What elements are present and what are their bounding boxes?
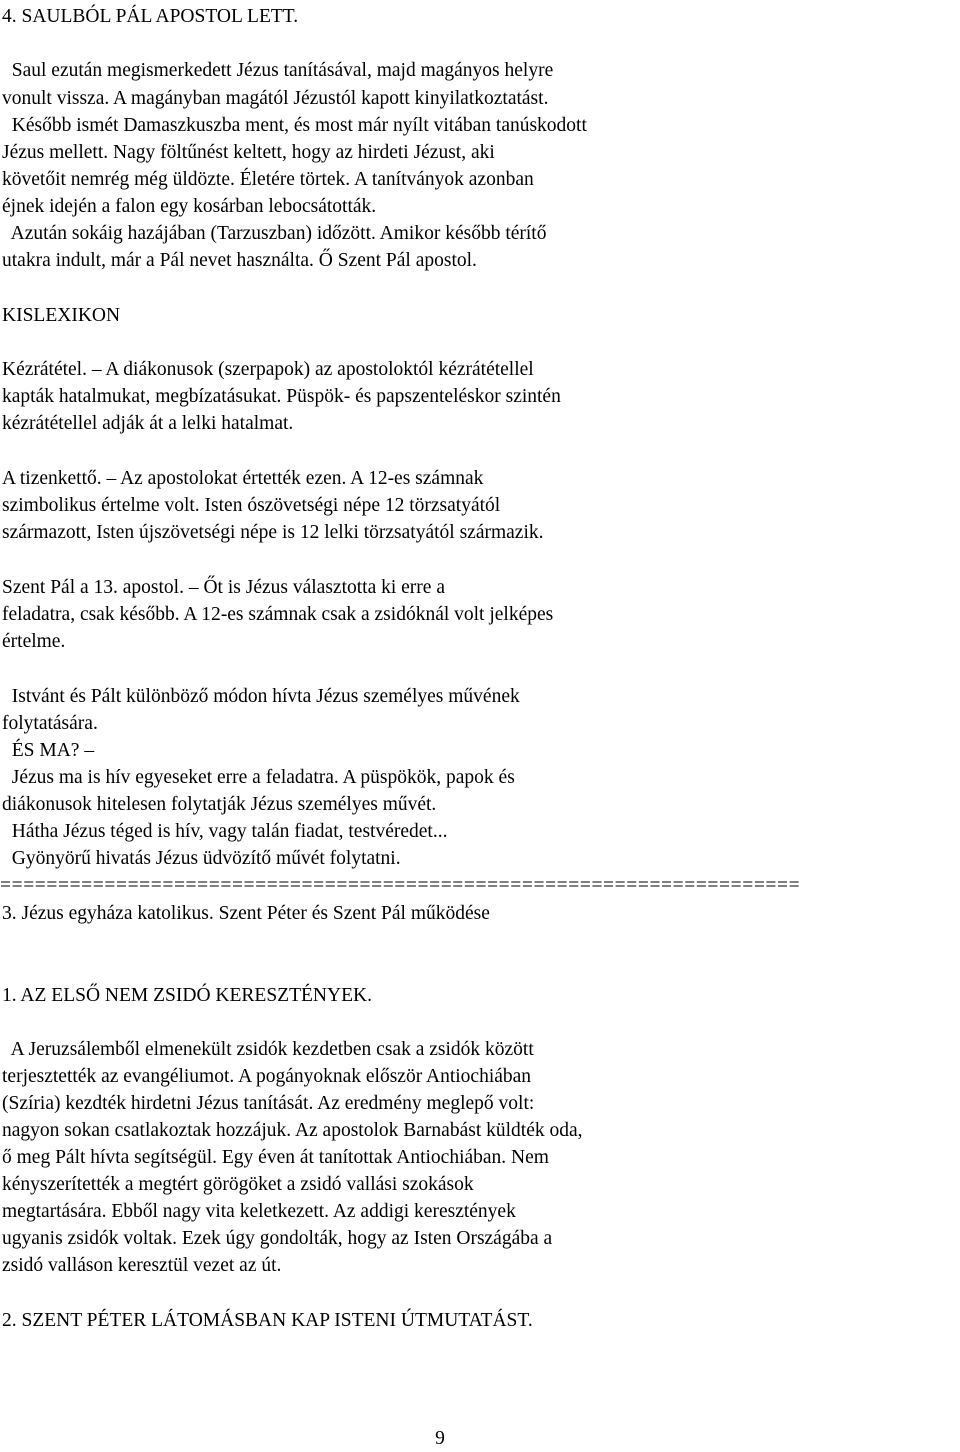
text-line: vonult vissza. A magányban magától Jézustól kapott kinyilatkoztatást. xyxy=(2,88,549,109)
text-line: éjnek idején a falon egy kosárban lebocsátották. xyxy=(2,196,377,217)
text-line: Jézus ma is hív egyeseket erre a feladatra. A püspökök, papok és xyxy=(2,767,515,788)
text-line: Istvánt és Pált különböző módon hívta Jézus személyes művének xyxy=(2,686,520,707)
text-line: ÉS MA? – xyxy=(2,740,95,761)
section-heading: 4. SAULBÓL PÁL APOSTOL LETT. xyxy=(2,6,299,27)
lexicon-entry-line: kézrátétellel adják át a lelki hatalmat. xyxy=(2,413,294,434)
text-line: Gyönyörű hivatás Jézus üdvözítő művét folytatni. xyxy=(2,848,401,869)
lexicon-entry-line: Kézrátétel. – A diákonusok (szerpapok) az apostoloktól kézrátétellel xyxy=(2,359,534,380)
text-line: követőit nemrég még üldözte. Életére törtek. A tanítványok azonban xyxy=(2,169,534,190)
lexicon-entry-line: A tizenkettő. – Az apostolokat értették ezen. A 12-es számnak xyxy=(2,468,484,489)
text-line: ő meg Pált hívta segítségül. Egy éven át tanítottak Antiochiában. Nem xyxy=(2,1147,549,1168)
separator-line: ===================================================================== xyxy=(0,875,801,896)
text-line: Hátha Jézus téged is hív, vagy talán fiadat, testvéredet... xyxy=(2,821,448,842)
lexicon-entry-line: szimbolikus értelme volt. Isten ószövetségi népe 12 törzsatyától xyxy=(2,495,501,516)
lexicon-entry-line: feladatra, csak később. A 12-es számnak csak a zsidóknál volt jelképes xyxy=(2,604,554,625)
text-line: kényszerítették a megtért görögöket a zsidó vallási szokások xyxy=(2,1174,474,1195)
text-line: utakra indult, már a Pál nevet használta. Ő Szent Pál apostol. xyxy=(2,250,477,271)
text-line: Saul ezután megismerkedett Jézus tanításával, majd magányos helyre xyxy=(2,60,554,81)
text-line: ugyanis zsidók voltak. Ezek úgy gondolták, hogy az Isten Országába a xyxy=(2,1228,553,1249)
chapter-title: 3. Jézus egyháza katolikus. Szent Péter és Szent Pál működése xyxy=(2,903,490,924)
section-heading: 1. AZ ELSŐ NEM ZSIDÓ KERESZTÉNYEK. xyxy=(2,985,372,1006)
text-line: Azután sokáig hazájában (Tarzuszban) időzött. Amikor később térítő xyxy=(2,223,547,244)
lexicon-entry-line: Szent Pál a 13. apostol. – Őt is Jézus választotta ki erre a xyxy=(2,577,445,598)
section-heading: 2. SZENT PÉTER LÁTOMÁSBAN KAP ISTENI ÚTMUTATÁST. xyxy=(2,1310,533,1331)
text-line: (Szíria) kezdték hirdetni Jézus tanítását. Az eredmény meglepő volt: xyxy=(2,1093,535,1114)
text-line: megtartására. Ebből nagy vita keletkezett. Az addigi keresztények xyxy=(2,1201,516,1222)
text-line: A Jeruzsálemből elmenekült zsidók kezdetben csak a zsidók között xyxy=(2,1039,534,1060)
lexicon-entry-line: származott, Isten újszövetségi népe is 12 lelki törzsatyától származik. xyxy=(2,522,544,543)
page-number: 9 xyxy=(435,1428,445,1449)
text-line: Jézus mellett. Nagy föltűnést keltett, hogy az hirdeti Jézust, aki xyxy=(2,142,495,163)
text-line: zsidó valláson keresztül vezet az út. xyxy=(2,1255,282,1276)
text-line: nagyon sokan csatlakoztak hozzájuk. Az apostolok Barnabást küldték oda, xyxy=(2,1120,583,1141)
lexicon-entry-line: értelme. xyxy=(2,631,66,652)
text-line: Később ismét Damaszkuszba ment, és most már nyílt vitában tanúskodott xyxy=(2,115,587,136)
text-line: folytatására. xyxy=(2,713,98,734)
kislexikon-title: KISLEXIKON xyxy=(2,305,121,326)
text-line: diákonusok hitelesen folytatják Jézus személyes művét. xyxy=(2,794,437,815)
lexicon-entry-line: kapták hatalmukat, megbízatásukat. Püspök- és papszenteléskor szintén xyxy=(2,386,561,407)
text-line: terjesztették az evangéliumot. A pogányoknak először Antiochiában xyxy=(2,1066,532,1087)
